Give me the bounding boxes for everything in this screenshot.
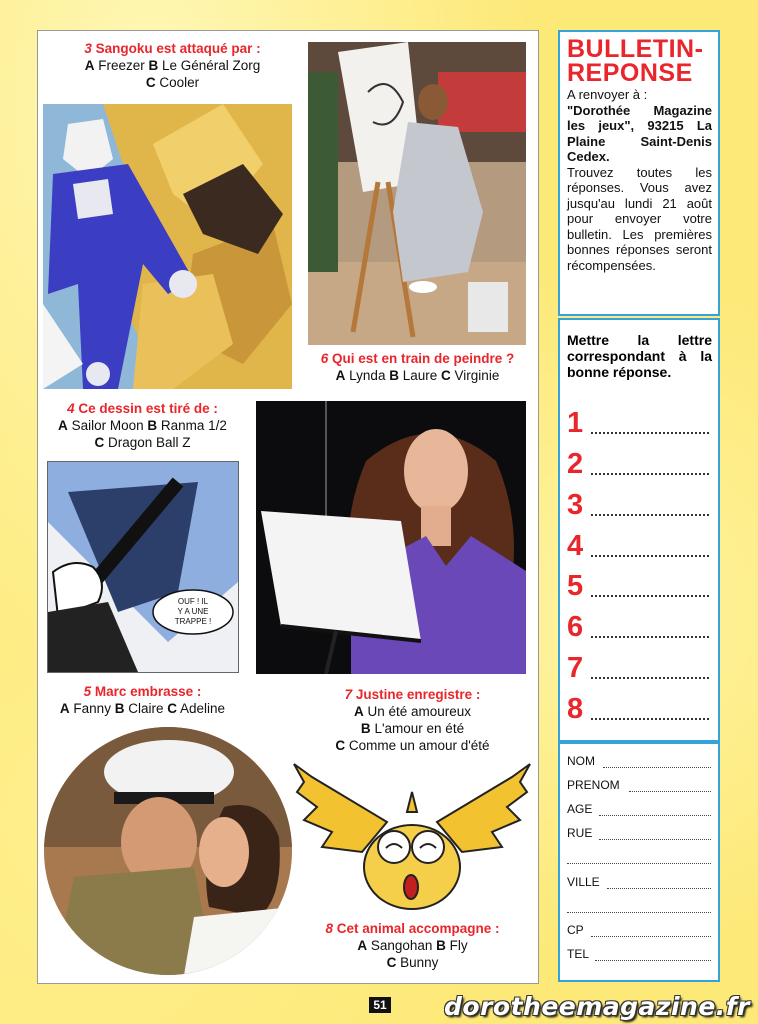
question-8: 8 Cet animal accompagne : A Sangohan B Fly C Bunny <box>325 921 500 970</box>
answer-line-2[interactable]: 2 <box>567 447 713 483</box>
question-7: 7 Justine enregistre : A Un été amoureux B L'amour en été C Comme un amour d'été <box>335 687 490 753</box>
answer-line-5[interactable]: 5 <box>567 569 713 605</box>
contact-form-box <box>558 742 720 982</box>
option-c: Cooler <box>159 75 200 90</box>
form-field-age[interactable]: AGE <box>567 802 711 820</box>
winged-creature-drawing <box>292 752 532 920</box>
option-b: Le Général Zorg <box>162 58 261 73</box>
question-number: 7 <box>344 687 353 702</box>
option-b: Fly <box>449 938 468 953</box>
svg-text:TRAPPE !: TRAPPE ! <box>174 617 212 626</box>
answer-line-7[interactable]: 7 <box>567 651 713 687</box>
form-field-rue[interactable]: RUE <box>567 826 711 844</box>
option-c: Comme un amour d'été <box>348 738 490 753</box>
form-field-tel[interactable]: TEL <box>567 947 711 965</box>
option-a: Lynda <box>349 368 386 383</box>
question-5: 5 Marc embrasse : A Fanny B Claire C Adeline <box>59 684 226 716</box>
question-title: Justine enregistre : <box>355 687 481 702</box>
bulletin-body: Trouvez toutes les réponses. Vous avez jusqu'au lundi 21 août pour envoyer votre bulletin. Les premières bonnes réponses seront récompensées. <box>567 164 712 273</box>
page-number: 51 <box>369 997 391 1013</box>
form-field-cp[interactable]: CP <box>567 923 711 941</box>
watermark: dorotheemagazine.fr <box>444 992 750 1021</box>
send-to-label: A renvoyer à : <box>567 87 648 102</box>
instruction-text: Mettre la lettre correspondant à la bonne réponse. <box>567 332 712 380</box>
answer-line-6[interactable]: 6 <box>567 610 713 646</box>
painting-photo <box>308 42 526 345</box>
option-a: Sangohan <box>370 938 433 953</box>
form-field-rue-cont[interactable] <box>567 850 711 868</box>
question-title: Ce dessin est tiré de : <box>78 401 218 416</box>
form-field-nom[interactable]: NOM <box>567 754 711 772</box>
form-field-ville-cont[interactable] <box>567 899 711 917</box>
answer-box <box>558 318 720 742</box>
option-a: Un été amoureux <box>367 704 472 719</box>
option-b: Claire <box>128 701 164 716</box>
question-number: 3 <box>84 41 92 56</box>
question-number: 5 <box>83 684 92 699</box>
question-title: Sangoku est attaqué par : <box>95 41 261 56</box>
answer-line-3[interactable]: 3 <box>567 488 713 524</box>
question-6: 6 Qui est en train de peindre ? A Lynda B Laure C Virginie <box>320 351 515 383</box>
svg-text:Y A UNE: Y A UNE <box>177 607 209 616</box>
option-c: Virginie <box>454 368 500 383</box>
answer-line-8[interactable]: 8 <box>567 692 713 728</box>
kiss-photo <box>44 727 292 975</box>
form-field-prenom[interactable]: PRENOM <box>567 778 711 796</box>
svg-text:OUF ! IL: OUF ! IL <box>177 597 209 606</box>
option-a: Sailor Moon <box>71 418 144 433</box>
bulletin-address: "Dorothée Magazine les jeux", 93215 La Plaine Saint-Denis Cedex. <box>567 102 712 164</box>
option-a: Fanny <box>73 701 111 716</box>
answer-line-4[interactable]: 4 <box>567 529 713 565</box>
question-number: 4 <box>67 401 75 416</box>
anime-fight-image <box>43 104 292 389</box>
option-c: Dragon Ball Z <box>107 435 191 450</box>
question-4: 4 Ce dessin est tiré de : A Sailor Moon B Ranma 1/2 C Dragon Ball Z <box>58 401 227 450</box>
question-number: 8 <box>325 921 333 936</box>
answer-line-1[interactable]: 1 <box>567 406 713 442</box>
bulletin-header-box <box>558 30 720 316</box>
question-3: 3 Sangoku est attaqué par : A Freezer B Le Général Zorg C Cooler <box>84 41 261 90</box>
option-c: Bunny <box>400 955 439 970</box>
question-number: 6 <box>320 351 329 366</box>
option-a: Freezer <box>98 58 145 73</box>
question-title: Cet animal accompagne : <box>336 921 500 936</box>
form-field-ville[interactable]: VILLE <box>567 875 711 893</box>
option-c: Adeline <box>180 701 226 716</box>
option-b: Ranma 1/2 <box>160 418 227 433</box>
question-title: Marc embrasse : <box>94 684 202 699</box>
comic-panel-image <box>47 461 239 673</box>
question-title: Qui est en train de peindre ? <box>331 351 515 366</box>
bulletin-title: BULLETIN- REPONSE <box>567 35 704 87</box>
recording-photo <box>256 401 526 674</box>
option-b: L'amour en été <box>374 721 465 736</box>
option-b: Laure <box>402 368 438 383</box>
